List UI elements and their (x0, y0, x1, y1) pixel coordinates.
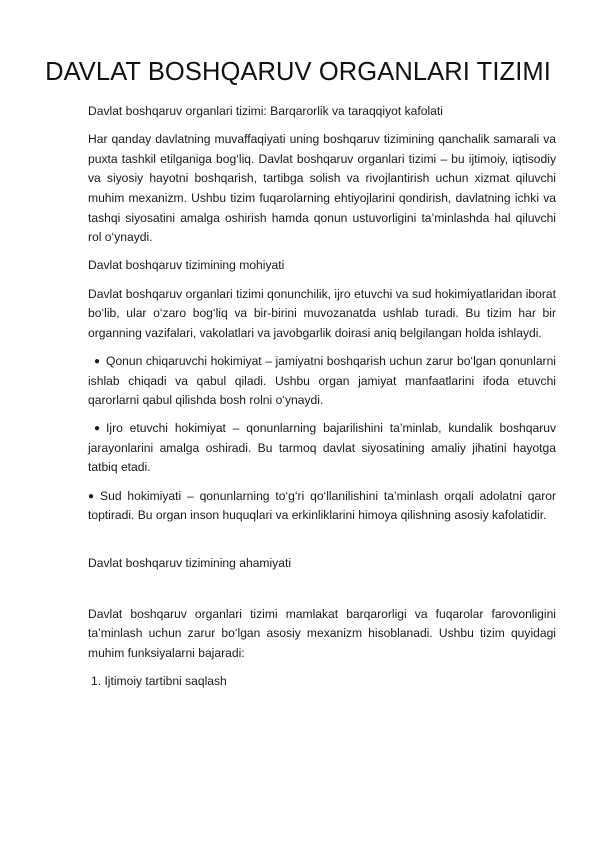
document-body (88, 102, 556, 700)
essence-paragraph: Davlat boshqaruv organlari tizimi qonunchilik, ijro etuvchi va sud hokimiyatlaridan iborat bo‘lib, ular o‘zaro bog‘liq va bir-birini muvozanatda ushlab turadi. Bu tizim har bir organning vazifalari, vakolatlari va javobgarlik doirasi aniq belgilangan holda ishlaydi. (88, 286, 556, 340)
spacer (88, 534, 556, 554)
intro-paragraph: Har qanday davlatning muvaffaqiyati uning boshqaruv tizimining qanchalik samarali va puxta tashkil etilganiga bog‘liq. Davlat boshqaruv organlari tizimi – bu ijtimoiy, iqtisodiy va siyosiy hayotni boshqarish, tartibga solish va rivojlantirish uchun xizmat qiluvchi muhim mexanizm. Ushbu tizim fuqarolarning ehtiyojlarini qondirish, davlatning ichki va tashqi siyosatini amalga oshirish hamda qonun ustuvorligini ta’minlashda hal qiluvchi rol o‘ynaydi. (88, 132, 556, 245)
bullet-item-executive (88, 419, 556, 478)
numbered-list-item: 1. Ijtimoiy tartibni saqlash (91, 674, 227, 688)
importance-paragraph: Davlat boshqaruv organlari tizimi mamlakat barqarorligi va fuqarolar farovonligini ta’minlash uchun zarur bo‘lgan asosiy mexanizm hisoblanadi. Ushbu tizim quyidagi muhim funksiyalarni bajaradi: (88, 606, 556, 660)
bullet-item-legislative (88, 352, 556, 411)
section-heading-essence: Davlat boshqaruv tizimining mohiyati (88, 258, 285, 273)
bullet-text: Qonun chiqaruvchi hokimiyat – jamiyatni boshqarish uchun zarur bo‘lgan qonunlarni ishlab chiqadi va qabul qiladi. Ushbu organ jamiyat manfaatlarini ifoda etuvchi qarorlarni qabul qilishda bosh rolni o‘ynaydi. (88, 353, 556, 408)
bullet-item-judicial (88, 487, 556, 526)
document-title: DAVLAT BOSHQARUV ORGANLARI TIZIMI (45, 58, 551, 86)
document-subtitle: Davlat boshqaruv organlari tizimi: Barqarorlik va taraqqiyot kafolati (88, 104, 443, 118)
bullet-icon: ● (94, 355, 101, 367)
bullet-icon: ● (94, 423, 101, 435)
bullet-icon: ● (88, 490, 95, 502)
bullet-text: Ijro etuvchi hokimiyat – qonunlarning bajarilishini ta’minlab, kundalik boshqaruv jarayonlarini amalga oshiradi. Bu tarmoq davlat siyosatining amaliy jihatini hayotga tatbiq etadi. (88, 421, 556, 475)
section-heading-importance: Davlat boshqaruv tizimining ahamiyati (88, 556, 292, 571)
bullet-text: Sud hokimiyati – qonunlarning to‘g‘ri qo‘llanilishini ta’minlash orqali adolatni qaror toptiradi. Bu organ inson huquqlari va erkinliklarini himoya qilishning asosiy kafolatidir. (88, 488, 556, 523)
spacer (88, 583, 556, 605)
